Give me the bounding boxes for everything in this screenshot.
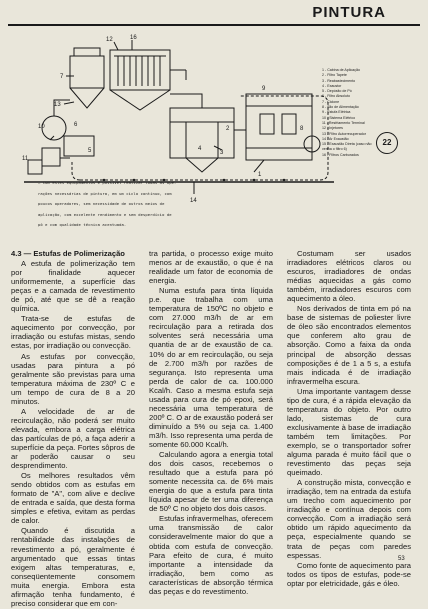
feed-hopper bbox=[42, 148, 60, 166]
diagram-label: 8 bbox=[300, 126, 304, 132]
diagram-label: 11 bbox=[22, 156, 29, 162]
legend-item: 8 - Silo de Alimentação bbox=[322, 105, 359, 110]
legend-item: 16 - Filtros Carburados bbox=[322, 152, 359, 157]
diagram-label: 1 bbox=[258, 172, 262, 178]
legend-item: 6 - Filtro Absoluto bbox=[322, 94, 350, 99]
article-column-3 bbox=[287, 249, 411, 589]
diagram-label: 6 bbox=[74, 122, 78, 128]
paragraph: Costumam ser usados irradiadores elétricos claros ou escuros, irradiadores de ondas médias aquecidas a gás como também, irradiadores escuros com aquecimento a óleo. bbox=[287, 249, 411, 304]
paragraph: Nos derivados de tinta em pó na base de sistemas de poliester livre de óleo são encontrados elementos que conferem alto grau de absorção. Como a faixa da onda principal de absorção dessas composições é de 1 a 5 s, a estufa mais indicada é de irradiação infravermelha escura. bbox=[287, 304, 411, 386]
figure-number-badge: 22 bbox=[376, 132, 398, 154]
legend-item: 10 - Sistema Elétrico bbox=[322, 115, 356, 120]
diagram-label: 3 bbox=[220, 150, 224, 156]
silo-top bbox=[74, 48, 100, 56]
paragraph: Numa estufa para tinta líquida p.e. que trabalha com uma temperatura de 150ºC no objeto e com 27.000 m3/h de ar em recirculação para a retirada dos solventes será necessária uma quantia de ar de exaustão de ca. 10% do ar em recirculação, ou seja de 2.700 m3/h por razões de segurança. Isto representa uma perda de calor de ca. 100.000 Kcal/h. Caso a mesma estufa seja usada para cura de pó epoxi, será necessária uma temperatura de 200º C. O ar de exaustão poderá ser diminuído a 5% ou seja ca. 1.400 m3/h. Isso representa uma perda de somente 60.000 Kcal/h. bbox=[149, 286, 273, 449]
section-heading: 4.3 — Estufas de Polimerização bbox=[11, 249, 125, 258]
paragraph: A velocidade de ar de recirculação, não poderá ser muito elevada, embora a carga elétrica das partículas de pó, a faça aderir a superfície da peça. Fortes sôpros de ar poderão causar o seu desprendimento. bbox=[11, 406, 135, 471]
diagram-legend bbox=[322, 68, 422, 158]
article-column-1 bbox=[11, 249, 135, 609]
paragraph: A construção mista, convecção e irradiação, tem na entrada da estufa um trecho com aquecimento por irradiação e contínua depois com convecção. Com a irradiação será obtido um rápido aquecimento da peça, especialmente quando se trata de peças com paredes espessas. bbox=[287, 478, 411, 560]
diagram-label: 16 bbox=[130, 35, 137, 41]
application-booth bbox=[170, 108, 234, 158]
figure-caption bbox=[38, 178, 268, 231]
paragraph: Como fonte de aquecimento para todos os tipos de estufas, pode-se optar por eletricidade, gás e óleo. bbox=[287, 560, 411, 588]
legend-item: 2 - Filtro Tapete bbox=[322, 73, 347, 78]
legend-item: venha o filtro 6) bbox=[322, 147, 347, 152]
diagram-label: 12 bbox=[106, 37, 113, 43]
caption-line: — Com estes equipamentos é possível realizar todas as ope- bbox=[38, 180, 177, 185]
header-rule bbox=[8, 24, 420, 26]
paragraph: tra partida, o processo exige muito menos ar de exaustão, o que é na realidade um fator de economia de energia. bbox=[149, 249, 273, 286]
unit-11 bbox=[28, 160, 42, 174]
paragraph: As estufas por convecção, usadas para pintura a pó geralmente são previstas para uma temperatura máxima de 230º C e um tempo de cura de 8 a 20 minutos. bbox=[11, 351, 135, 406]
diagram-label: 9 bbox=[262, 86, 266, 92]
diagram-label: 5 bbox=[88, 148, 92, 154]
legend-item: 12 - Injetores bbox=[322, 126, 343, 131]
diagram-label: 7 bbox=[60, 74, 64, 80]
paragraph: A estufa de polimerização tem por finalidade aquecer uniformemente, a superfície das peças e a camada de revestimento de pó, até que se dê a reação química. bbox=[11, 259, 135, 314]
legend-item: 3 - Reabastecimento bbox=[322, 78, 356, 83]
legend-item: 7 - Ciclone bbox=[322, 99, 340, 104]
article-column-2 bbox=[149, 249, 273, 597]
page-number: 53 bbox=[398, 556, 405, 562]
caption-line: aplicação, com excelente rendimento e sem desperdício de bbox=[38, 211, 172, 217]
legend-item: 4 - Exaustor bbox=[322, 83, 342, 88]
legend-item: 1 - Cabina de Aplicação bbox=[322, 68, 360, 72]
diagram-label: 4 bbox=[198, 146, 202, 152]
diagram-label: 13 bbox=[54, 102, 61, 108]
paragraph: Os melhores resultados vêm sendo obtidos com as estufas em formato de "A", com alive e declive de entrada e saída, que desta forma simples e efetiva, evitam as perdas de calor. bbox=[11, 471, 135, 526]
paragraph: Quando é discutida a rentabilidade das instalações de revestimento a pó, geralmente é argumentado que essas tintas exigem altas temperaturas, e, conseqüentemente consomem muita energia. Embora esta afirmação tenha fundamento, é preciso considerar que em con- bbox=[11, 526, 135, 608]
silo-cone bbox=[70, 88, 104, 108]
section-title: PINTURA bbox=[312, 4, 386, 21]
legend-item: 9 - Estufa Elétrica bbox=[322, 110, 351, 115]
diagram-label: 2 bbox=[226, 126, 230, 132]
legend-item: 5 - Depósito de Pó bbox=[322, 89, 352, 94]
conveyor-loop bbox=[80, 96, 328, 180]
caption-line: rações necessárias de pintura, em um ciclo contínuo, com bbox=[38, 190, 172, 196]
caption-line: poucos operadores, sem necessidade de outros meios de bbox=[38, 201, 165, 206]
paragraph: Estufas infravermelhas, oferecem uma transmissão de calor consideravelmente maior do que a obtida com estufa de convecção. Para efeito de cura, é muito importante a intensidade da irradiação, bem como as características de absorção térmica das peças e do revestimento. bbox=[149, 514, 273, 596]
legend-item: 15 - Exaustão Direta (caso não bbox=[322, 142, 372, 147]
legend-item: 14 - Ar Exaustão bbox=[322, 136, 349, 141]
paragraph: Trata-se de estufas de aquecimento por convecção, por irradiação ou estufas mistas, sendo estas, por irradiação ou convecção. bbox=[11, 314, 135, 351]
legend-item: 13 - Filtro Autorrecuperador bbox=[322, 131, 366, 136]
legend-item: 11 - Resfriamento Terminal bbox=[322, 120, 365, 125]
silo-body bbox=[70, 56, 104, 88]
paragraph: Calculando agora a energia total dos dois casos, recebemos o resultado que a estufa para pó somente necessita ca. de 6% mais energia do que a estufa para tinta líquida apesar de ter uma diferença de 50º C no objeto dos dois casos. bbox=[149, 450, 273, 514]
caption-line: pó e com qualidade técnica acentuada. bbox=[38, 222, 127, 227]
diagram-label: 14 bbox=[190, 198, 197, 204]
diagram-label: 10 bbox=[38, 124, 45, 130]
paragraph: Uma importante vantagem desse tipo de cura, é a rápida elevação da temperatura do objeto. Por outro lado, sistemas de cura exclusivamente à base de irradiação também tem limitações. Por exemplo, se o transportador sofrer alguma parada é muito fácil que o revestimento das peças seja queimado. bbox=[287, 386, 411, 478]
